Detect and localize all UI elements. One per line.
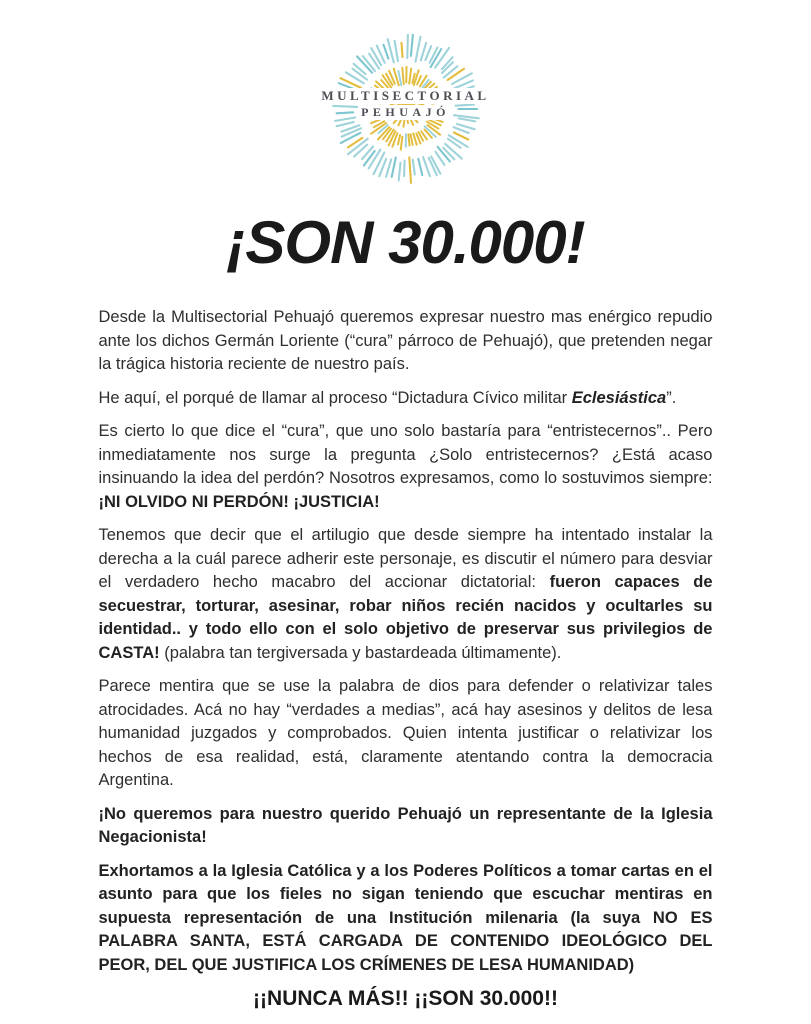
text-run: fueron capaces de secuestrar, torturar, asesinar, robar niños recién nacidos y ocultarles su identidad.. y todo ello con el solo objetivo de preservar sus privilegios de CASTA! xyxy=(98,573,713,662)
page-title: ¡SON 30.000! xyxy=(226,209,585,276)
text-run: ¡No queremos para nuestro querido Pehuajó un representante de la Iglesia Negacionista! xyxy=(98,804,713,846)
text-run: Tenemos que decir que el artilugio que desde siempre ha intentado instalar la derecha a la cuál parece adherir este personaje, es discutir el número para desviar el verdadero hecho macabro del accionar dictatorial: xyxy=(98,526,713,591)
paragraph xyxy=(99,860,713,978)
paragraph xyxy=(99,675,713,793)
paragraph xyxy=(99,524,713,665)
statement-body xyxy=(99,306,713,977)
logo-name-line2: PEHUAJÓ xyxy=(358,105,453,120)
text-run: Exhortamos a la Iglesia Católica y a los Poderes Políticos a tomar cartas en el asunto para que los fieles no sigan teniendo que escuchar mentiras en supuesta representación de una Institución milenaria (la suya NO ES PALABRA SANTA, ESTÁ CARGADA DE CONTENIDO IDEOLÓGICO DEL PEOR, DEL QUE JUSTIFICA LOS CRÍMENES DE LESA HUMANIDAD) xyxy=(98,861,713,974)
text-run: Desde la Multisectorial Pehuajó queremos expresar nuestro mas enérgico repudio ante los dichos Germán Loriente (“cura” párroco de Pehuajó), que pretenden negar la trágica historia reciente de nuestro país. xyxy=(98,308,713,373)
text-run: ”. xyxy=(666,388,677,407)
closing-slogan: ¡¡NUNCA MÁS!! ¡¡SON 30.000!! xyxy=(253,987,558,1010)
paragraph xyxy=(99,387,713,411)
text-run: ¡NI OLVIDO NI PERDÓN! ¡JUSTICIA! xyxy=(98,492,380,511)
paragraph xyxy=(99,306,713,377)
text-run: Parece mentira que se use la palabra de dios para defender o relativizar tales atrocidades. Acá no hay “verdades a medias”, acá hay asesinos y delitos de lesa humanidad juzgados y comprobados. Quien intenta justificar o relativizar los hechos de esa realidad, está, claramente atentando contra la democracia Argentina. xyxy=(98,677,713,789)
paragraph xyxy=(99,420,713,514)
paragraph xyxy=(99,803,713,850)
text-run: Es cierto lo que dice el “cura”, que uno solo bastaría para “entristecernos”.. Pero inmediatamente nos surge la pregunta ¿Solo entristecernos? ¿Está acaso insinuando la idea del perdón? Nosotros expresamos, como lo sostuvimos siempre: xyxy=(98,422,713,487)
text-run: (palabra tan tergiversada y bastardeada últimamente). xyxy=(159,643,562,662)
logo-area xyxy=(0,0,811,184)
text-run: Eclesiástica xyxy=(571,388,667,407)
logo-text xyxy=(322,88,490,120)
logo-name-line1: MULTISECTORIAL xyxy=(318,88,492,104)
text-run: He aquí, el porqué de llamar al proceso “Dictadura Cívico militar xyxy=(98,388,572,407)
multisectorial-logo xyxy=(322,34,490,184)
